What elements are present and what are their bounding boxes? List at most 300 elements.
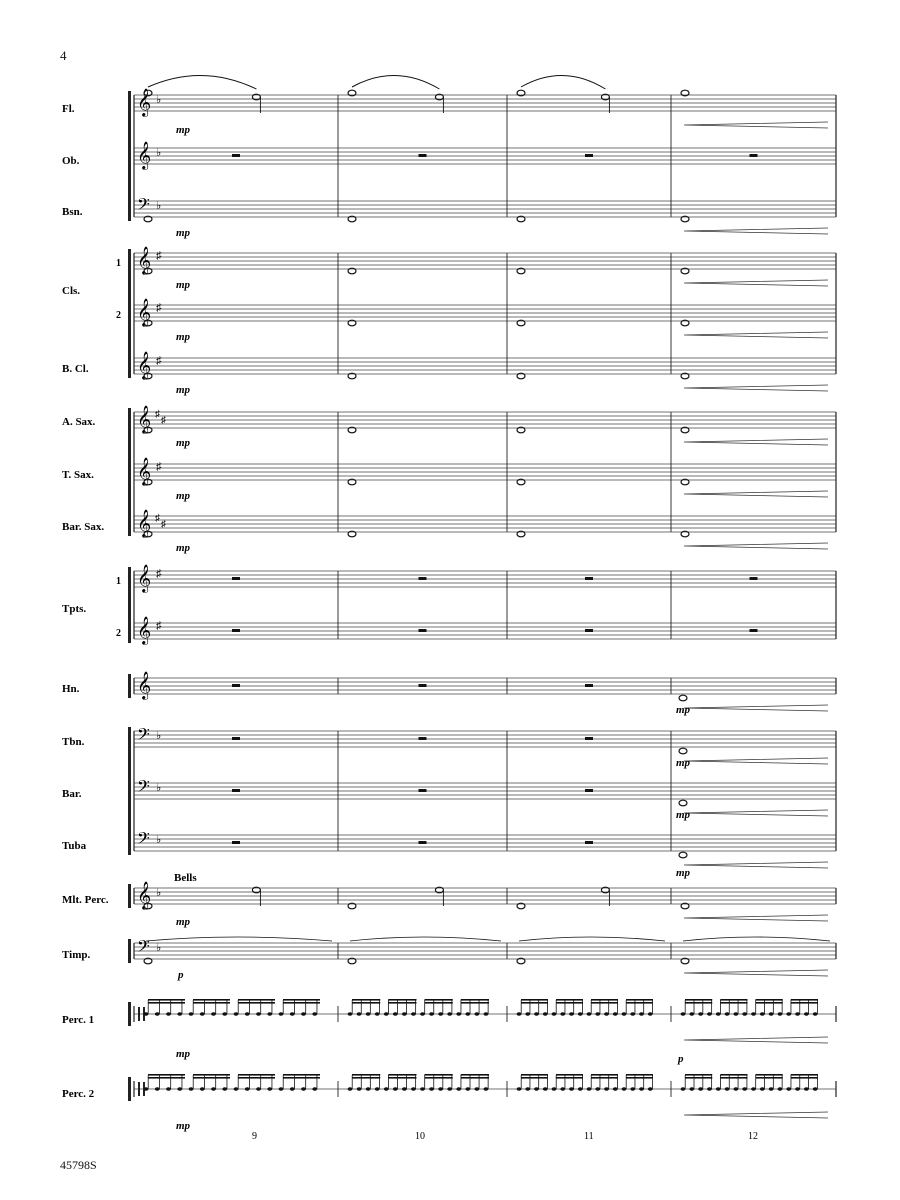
drum-note: [517, 1012, 522, 1016]
drum-note: [420, 1012, 425, 1016]
note-beam: [591, 1074, 618, 1076]
crescendo-hairpin: [684, 705, 828, 711]
measure-number-12: 12: [748, 1131, 758, 1142]
note-beam: [461, 1074, 489, 1076]
drum-note: [245, 1087, 250, 1091]
drum-note: [301, 1087, 306, 1091]
dynamic-percussion-1-p: p: [678, 1053, 684, 1065]
drum-note: [630, 1012, 635, 1016]
note-beam: [791, 1077, 818, 1079]
drum-note: [420, 1087, 425, 1091]
drum-note: [144, 1012, 149, 1016]
drum-note: [189, 1012, 194, 1016]
slur: [352, 75, 439, 89]
section-bracket: [128, 674, 131, 698]
measure-number-11: 11: [584, 1131, 594, 1142]
drum-note: [155, 1087, 160, 1091]
drum-note: [465, 1087, 470, 1091]
note-beam: [626, 1077, 653, 1079]
note-beam: [238, 1002, 275, 1004]
sharp-key-icon: ♯: [155, 409, 160, 420]
drum-note: [689, 1087, 694, 1091]
note-beam: [791, 1002, 818, 1004]
tie: [350, 937, 501, 941]
note-beam: [791, 1074, 818, 1076]
sharp-key-icon: ♯: [156, 250, 162, 262]
drum-note: [698, 1087, 703, 1091]
drum-note: [751, 1087, 756, 1091]
drum-note: [613, 1012, 618, 1016]
treble-clef-icon: 𝄞: [137, 246, 152, 274]
note-beam: [720, 1077, 747, 1079]
drum-note: [560, 1012, 565, 1016]
crescendo-hairpin: [684, 385, 828, 391]
sharp-key-icon: ♯: [155, 513, 160, 524]
label-percussion-1: Perc. 1: [62, 1014, 95, 1026]
drum-note: [279, 1012, 284, 1016]
whole-note: [679, 852, 687, 858]
crescendo-hairpin: [684, 332, 828, 338]
note-beam: [685, 999, 712, 1001]
note-beam: [283, 1002, 320, 1004]
whole-rest-icon: [232, 737, 240, 740]
drum-note: [778, 1087, 783, 1091]
crescendo-hairpin: [684, 228, 828, 234]
flat-key-icon: ♭: [156, 200, 162, 212]
drum-note: [312, 1012, 317, 1016]
treble-clef-icon: 𝄞: [137, 881, 152, 909]
drum-note: [543, 1087, 548, 1091]
drum-note: [778, 1012, 783, 1016]
whole-rest-icon: [419, 789, 427, 792]
dynamic-mallet: mp: [176, 916, 191, 928]
percussion-clef-icon: [138, 1007, 140, 1021]
note-beam: [791, 999, 818, 1001]
note-beam: [720, 1074, 747, 1076]
note-beam: [756, 1077, 783, 1079]
whole-rest-icon: [419, 629, 427, 632]
note-beam: [626, 1002, 653, 1004]
note-beam: [461, 1077, 489, 1079]
bass-clef-icon: 𝄢: [137, 776, 150, 800]
treble-clef-icon: 𝄞: [137, 616, 152, 644]
drum-note: [622, 1087, 627, 1091]
drum-note: [301, 1012, 306, 1016]
flat-key-icon: ♭: [156, 834, 162, 846]
note-beam: [388, 999, 416, 1001]
drum-note: [290, 1087, 295, 1091]
percussion-clef-icon: [138, 1082, 140, 1096]
crescendo-hairpin: [684, 280, 828, 286]
note-beam: [521, 1002, 548, 1004]
section-bracket: [128, 1002, 131, 1026]
flat-key-icon: ♭: [156, 730, 162, 742]
note-beam: [238, 1074, 275, 1076]
crescendo-hairpin: [684, 810, 828, 816]
drum-note: [613, 1087, 618, 1091]
hairpins: [684, 122, 828, 1118]
drum-note: [348, 1012, 353, 1016]
drum-note: [144, 1087, 149, 1091]
note-beam: [720, 999, 747, 1001]
whole-rest-icon: [232, 841, 240, 844]
drum-note: [795, 1087, 800, 1091]
label-timpani: Timp.: [62, 949, 91, 961]
flat-key-icon: ♭: [156, 782, 162, 794]
drum-note: [155, 1012, 160, 1016]
note-beam: [556, 1002, 583, 1004]
treble-clef-icon: 𝄞: [137, 351, 152, 379]
note-beam: [283, 1074, 320, 1076]
flat-key-icon: ♭: [156, 94, 162, 106]
label-tenor-sax: T. Sax.: [62, 469, 94, 481]
label-clarinets: Cls.: [62, 285, 81, 297]
section-bracket: [128, 884, 131, 908]
whole-rest-icon: [419, 577, 427, 580]
drum-note: [716, 1012, 721, 1016]
drum-note: [604, 1012, 609, 1016]
drum-note: [200, 1087, 205, 1091]
drum-note: [543, 1012, 548, 1016]
whole-rest-icon: [585, 577, 593, 580]
drum-note: [813, 1012, 818, 1016]
section-bracket: [128, 939, 131, 963]
drum-note: [733, 1012, 738, 1016]
drum-note: [366, 1087, 371, 1091]
drum-note: [375, 1087, 380, 1091]
tie: [683, 937, 830, 941]
slur: [521, 75, 605, 89]
note-beam: [461, 999, 489, 1001]
whole-rest-icon: [585, 154, 593, 157]
treble-clef-icon: 𝄞: [137, 298, 152, 326]
drum-note: [222, 1012, 227, 1016]
drum-note: [245, 1012, 250, 1016]
section-bracket: [128, 408, 131, 536]
note-beam: [283, 999, 320, 1001]
drum-note: [484, 1087, 489, 1091]
system-brackets: [128, 91, 131, 1101]
drum-note: [456, 1087, 461, 1091]
note-beam: [425, 1074, 453, 1076]
drum-note: [456, 1012, 461, 1016]
drum-note: [290, 1012, 295, 1016]
drum-note: [587, 1012, 592, 1016]
sharp-key-icon: ♯: [156, 302, 162, 314]
drum-note: [681, 1087, 686, 1091]
note-beam: [193, 1077, 230, 1079]
drum-note: [189, 1087, 194, 1091]
note-beam: [521, 999, 548, 1001]
section-bracket: [128, 249, 131, 378]
section-bracket: [128, 91, 131, 221]
section-bracket: [128, 727, 131, 855]
measure-number-9: 9: [252, 1131, 257, 1142]
bass-clef-icon: 𝄢: [137, 828, 150, 852]
drum-note: [484, 1012, 489, 1016]
note-beam: [756, 1002, 783, 1004]
drum-note: [256, 1087, 261, 1091]
drum-note: [234, 1087, 239, 1091]
drum-note: [578, 1012, 583, 1016]
dynamic-alto-sax: mp: [176, 437, 191, 449]
note-beam: [352, 1002, 380, 1004]
whole-rest-icon: [232, 789, 240, 792]
drum-note: [438, 1012, 443, 1016]
whole-note: [679, 695, 687, 701]
note-beam: [521, 1077, 548, 1079]
drum-note: [560, 1087, 565, 1091]
page-number: 4: [60, 48, 67, 63]
note-beam: [521, 1074, 548, 1076]
note-beam: [148, 1074, 185, 1076]
drum-note: [402, 1087, 407, 1091]
label-clarinet-1: 1: [116, 258, 121, 269]
dynamic-flute: mp: [176, 124, 191, 136]
drum-note: [681, 1012, 686, 1016]
drum-note: [429, 1012, 434, 1016]
drum-note: [312, 1087, 317, 1091]
note-beam: [720, 1002, 747, 1004]
drum-note: [639, 1087, 644, 1091]
drum-note: [438, 1087, 443, 1091]
drum-note: [166, 1087, 171, 1091]
note-beam: [626, 999, 653, 1001]
drum-note: [429, 1087, 434, 1091]
drum-note: [348, 1087, 353, 1091]
slur: [148, 75, 256, 89]
drum-note: [569, 1012, 574, 1016]
note-beam: [148, 999, 185, 1001]
crescendo-hairpin: [684, 970, 828, 976]
note-beam: [626, 1074, 653, 1076]
drum-note: [366, 1012, 371, 1016]
clefs-and-keys: [137, 88, 166, 1096]
whole-rest-icon: [419, 154, 427, 157]
drum-note: [716, 1087, 721, 1091]
drum-note: [552, 1087, 557, 1091]
drum-note: [630, 1087, 635, 1091]
whole-rest-icon: [585, 841, 593, 844]
drum-note: [733, 1087, 738, 1091]
tie: [519, 937, 665, 941]
drum-note: [534, 1087, 539, 1091]
treble-clef-icon: 𝄞: [137, 88, 152, 116]
treble-clef-icon: 𝄞: [137, 564, 152, 592]
crescendo-hairpin: [684, 1112, 828, 1118]
dynamic-bassoon: mp: [176, 227, 191, 239]
whole-rest-icon: [419, 841, 427, 844]
note-beam: [388, 1002, 416, 1004]
drum-note: [760, 1012, 765, 1016]
label-percussion-2: Perc. 2: [62, 1088, 95, 1100]
drum-note: [267, 1012, 272, 1016]
label-alto-sax: A. Sax.: [62, 416, 96, 428]
note-beam: [388, 1077, 416, 1079]
whole-rest-icon: [585, 789, 593, 792]
label-trumpets: Tpts.: [62, 603, 87, 615]
drum-note: [357, 1087, 362, 1091]
label-mallet-percussion: Mlt. Perc.: [62, 894, 109, 906]
note-beam: [238, 999, 275, 1001]
treble-clef-icon: 𝄞: [137, 457, 152, 485]
note-beam: [591, 999, 618, 1001]
label-trumpet-2: 2: [116, 628, 121, 639]
drum-note: [177, 1087, 182, 1091]
section-bracket: [128, 567, 131, 643]
drum-note: [384, 1087, 389, 1091]
crescendo-hairpin: [684, 491, 828, 497]
drum-note: [639, 1012, 644, 1016]
bells-annotation: Bells: [174, 872, 197, 884]
crescendo-hairpin: [684, 1037, 828, 1043]
bass-clef-icon: 𝄢: [137, 724, 150, 748]
treble-clef-icon: 𝄞: [137, 509, 152, 537]
crescendo-hairpin: [684, 122, 828, 128]
drum-note: [211, 1012, 216, 1016]
dynamic-bass-clarinet: mp: [176, 384, 191, 396]
dynamic-percussion-2: mp: [176, 1120, 191, 1132]
label-clarinet-2: 2: [116, 310, 121, 321]
label-bari-sax: Bar. Sax.: [62, 521, 105, 533]
sharp-key-icon: ♯: [156, 355, 162, 367]
label-tuba: Tuba: [62, 840, 87, 852]
label-horn: Hn.: [62, 683, 80, 695]
dynamic-horn: mp: [676, 704, 691, 716]
whole-note: [679, 800, 687, 806]
sharp-key-icon: ♯: [156, 568, 162, 580]
note-beam: [425, 1077, 453, 1079]
note-beam: [193, 1002, 230, 1004]
note-beam: [591, 1077, 618, 1079]
dynamic-timpani: p: [178, 969, 184, 981]
crescendo-hairpin: [684, 758, 828, 764]
drum-note: [707, 1087, 712, 1091]
dynamic-clarinet-2: mp: [176, 331, 191, 343]
drum-note: [474, 1087, 479, 1091]
whole-rest-icon: [585, 629, 593, 632]
note-beam: [238, 1077, 275, 1079]
flat-key-icon: ♭: [156, 147, 162, 159]
drum-note: [517, 1087, 522, 1091]
drum-note: [552, 1012, 557, 1016]
label-bass-clarinet: B. Cl.: [62, 363, 89, 375]
drum-note: [393, 1012, 398, 1016]
drum-note: [648, 1087, 653, 1091]
drum-note: [256, 1012, 261, 1016]
flat-key-icon: ♭: [156, 887, 162, 899]
drum-note: [804, 1087, 809, 1091]
drum-note: [177, 1012, 182, 1016]
drum-note: [786, 1012, 791, 1016]
drum-note: [751, 1012, 756, 1016]
sharp-key-icon: ♯: [156, 461, 162, 473]
crescendo-hairpin: [684, 439, 828, 445]
treble-clef-icon: 𝄞: [137, 671, 152, 699]
drum-note: [689, 1012, 694, 1016]
whole-rest-icon: [750, 154, 758, 157]
note-beam: [193, 1074, 230, 1076]
note-beam: [352, 1077, 380, 1079]
note-beam: [685, 1002, 712, 1004]
dynamic-bari-sax: mp: [176, 542, 191, 554]
whole-rest-icon: [419, 737, 427, 740]
whole-rest-icon: [750, 577, 758, 580]
drum-note: [698, 1012, 703, 1016]
sharp-key-icon: ♯: [161, 415, 166, 426]
drum-note: [578, 1087, 583, 1091]
drum-note: [525, 1012, 530, 1016]
drum-note: [375, 1012, 380, 1016]
note-beam: [352, 1074, 380, 1076]
drum-note: [769, 1012, 774, 1016]
drum-note: [804, 1012, 809, 1016]
sharp-key-icon: ♯: [156, 620, 162, 632]
note-beam: [685, 1077, 712, 1079]
drum-note: [587, 1087, 592, 1091]
dynamic-trombone: mp: [676, 757, 691, 769]
drum-note: [267, 1087, 272, 1091]
drum-note: [279, 1087, 284, 1091]
note-beam: [461, 1002, 489, 1004]
note-beam: [283, 1077, 320, 1079]
drum-note: [795, 1012, 800, 1016]
drum-note: [595, 1012, 600, 1016]
drum-note: [707, 1012, 712, 1016]
measure-number-10: 10: [415, 1131, 425, 1142]
drum-note: [200, 1012, 205, 1016]
drum-note: [725, 1087, 730, 1091]
label-baritone: Bar.: [62, 788, 82, 800]
drum-note: [725, 1012, 730, 1016]
note-beam: [556, 999, 583, 1001]
whole-rest-icon: [585, 684, 593, 687]
drum-note: [465, 1012, 470, 1016]
whole-rest-icon: [232, 684, 240, 687]
section-bracket: [128, 1077, 131, 1101]
dynamic-tenor-sax: mp: [176, 490, 191, 502]
catalog-number: 45798S: [60, 1158, 97, 1172]
bass-clef-icon: 𝄢: [137, 194, 150, 218]
drum-note: [393, 1087, 398, 1091]
dynamic-percussion-1: mp: [176, 1048, 191, 1060]
drum-note: [760, 1087, 765, 1091]
whole-rest-icon: [232, 154, 240, 157]
sharp-key-icon: ♯: [161, 519, 166, 530]
dynamic-clarinet-1: mp: [176, 279, 191, 291]
whole-rest-icon: [750, 629, 758, 632]
note-beam: [388, 1074, 416, 1076]
note-beam: [148, 1002, 185, 1004]
drum-note: [384, 1012, 389, 1016]
drum-note: [595, 1087, 600, 1091]
crescendo-hairpin: [684, 915, 828, 921]
crescendo-hairpin: [684, 543, 828, 549]
drum-note: [604, 1087, 609, 1091]
note-beam: [425, 1002, 453, 1004]
note-beam: [756, 999, 783, 1001]
drum-note: [569, 1087, 574, 1091]
drum-note: [166, 1012, 171, 1016]
drum-note: [648, 1012, 653, 1016]
note-beam: [193, 999, 230, 1001]
drum-note: [222, 1087, 227, 1091]
dynamic-tuba: mp: [676, 867, 691, 879]
note-beam: [685, 1074, 712, 1076]
drum-note: [402, 1012, 407, 1016]
note-beam: [556, 1074, 583, 1076]
crescendo-hairpin: [684, 862, 828, 868]
